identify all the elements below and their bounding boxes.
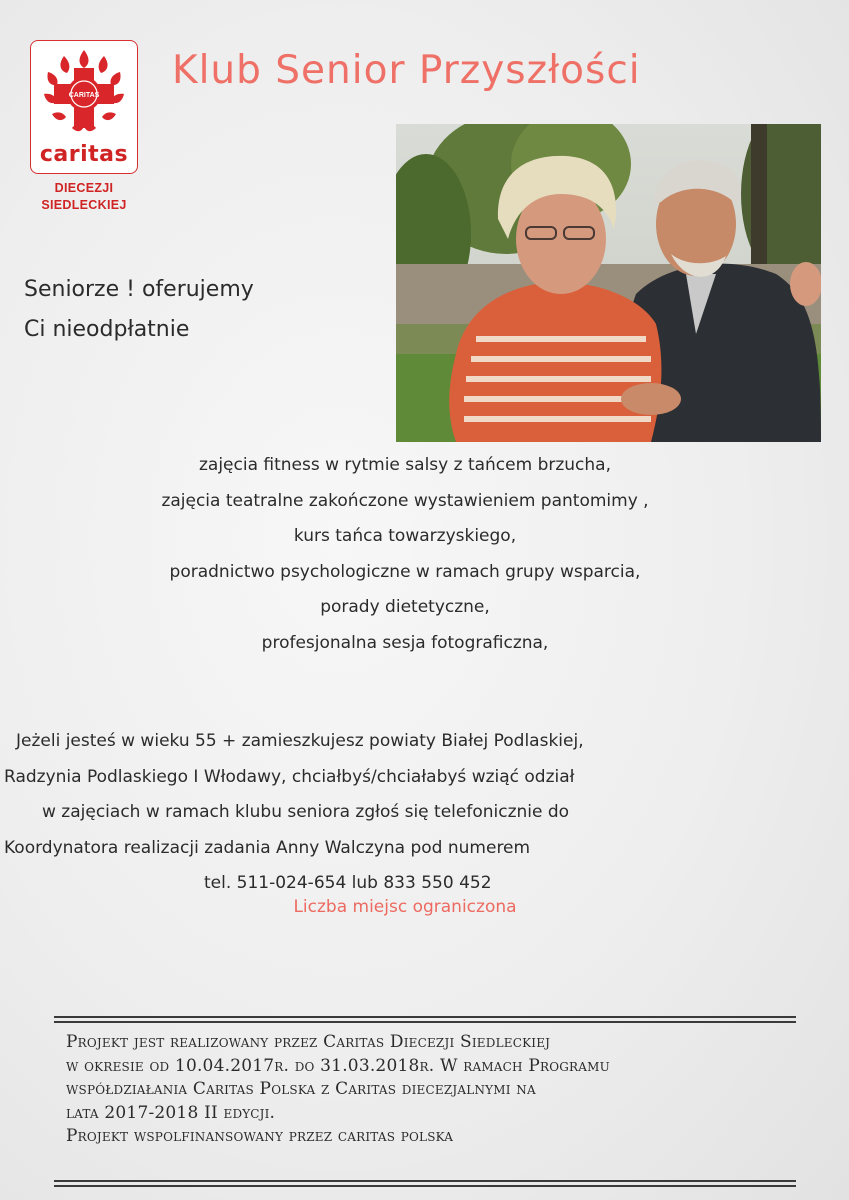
footer-rule-bottom — [54, 1180, 796, 1182]
footer-line: w okresie od 10.04.2017r. do 31.03.2018r. W ramach Programu — [66, 1055, 610, 1076]
caritas-logo-subtitle — [30, 180, 138, 214]
footer-line: Projekt wspolfinansowany przez caritas polska — [66, 1126, 454, 1146]
eligibility-info — [0, 724, 849, 902]
caritas-heart-cross-icon — [34, 44, 134, 138]
footer-rule-bottom-2 — [54, 1185, 796, 1187]
offer-item: porady dietetyczne, — [320, 597, 490, 617]
offer-item: zajęcia fitness w rytmie salsy z tańcem brzucha, — [198, 455, 611, 475]
caritas-logo — [30, 40, 138, 220]
footer-rule-top-2 — [54, 1021, 796, 1023]
info-line: w zajęciach w ramach klubu seniora zgłoś się telefonicznie do — [42, 802, 570, 822]
logo-line-1: DIECEZJI — [54, 181, 114, 195]
limited-places-note: Liczba miejsc ograniczona — [293, 897, 517, 917]
intro-text — [24, 270, 254, 350]
footer-rule-top — [54, 1016, 796, 1018]
info-line: Radzynia Podlaskiego I Włodawy, chciałbyś/chciałabyś wziąć odział — [4, 766, 575, 787]
footer-line: współdziałania Caritas Polska z Caritas diecezjalnymi na — [66, 1079, 536, 1099]
footer-line: Projekt jest realizowany przez Caritas Diecezji Siedleckiej — [66, 1032, 551, 1052]
project-footer — [66, 1031, 796, 1149]
offer-item: zajęcia teatralne zakończone wystawieniem pantomimy , — [161, 490, 649, 511]
logo-line-2: SIEDLECKIEJ — [41, 198, 127, 212]
intro-line-1: Seniorze ! oferujemy — [24, 277, 254, 302]
offer-item: kurs tańca towarzyskiego, — [293, 526, 517, 546]
offers-list — [0, 448, 810, 661]
caritas-logo-box — [30, 40, 138, 174]
intro-line-2: Ci nieodpłatnie — [24, 317, 190, 342]
info-line: Koordynatora realizacji zadania Anny Walczyna pod numerem — [4, 837, 531, 858]
phone-line: tel. 511-024-654 lub 833 550 452 — [204, 873, 492, 893]
footer-line: lata 2017-2018 II edycji. — [66, 1102, 276, 1123]
offer-item: profesjonalna sesja fotograficzna, — [261, 632, 549, 653]
caritas-emblem-text: CARITAS — [68, 92, 100, 99]
page-title: Klub Senior Przyszłości — [172, 48, 641, 93]
seniors-couple-photo — [396, 124, 821, 442]
offer-item: poradnictwo psychologiczne w ramach grupy wsparcia, — [169, 561, 641, 582]
info-line: Jeżeli jesteś w wieku 55 + zamieszkujesz powiaty Białej Podlaskiej, — [16, 731, 584, 751]
caritas-logo-word: caritas — [39, 142, 129, 167]
